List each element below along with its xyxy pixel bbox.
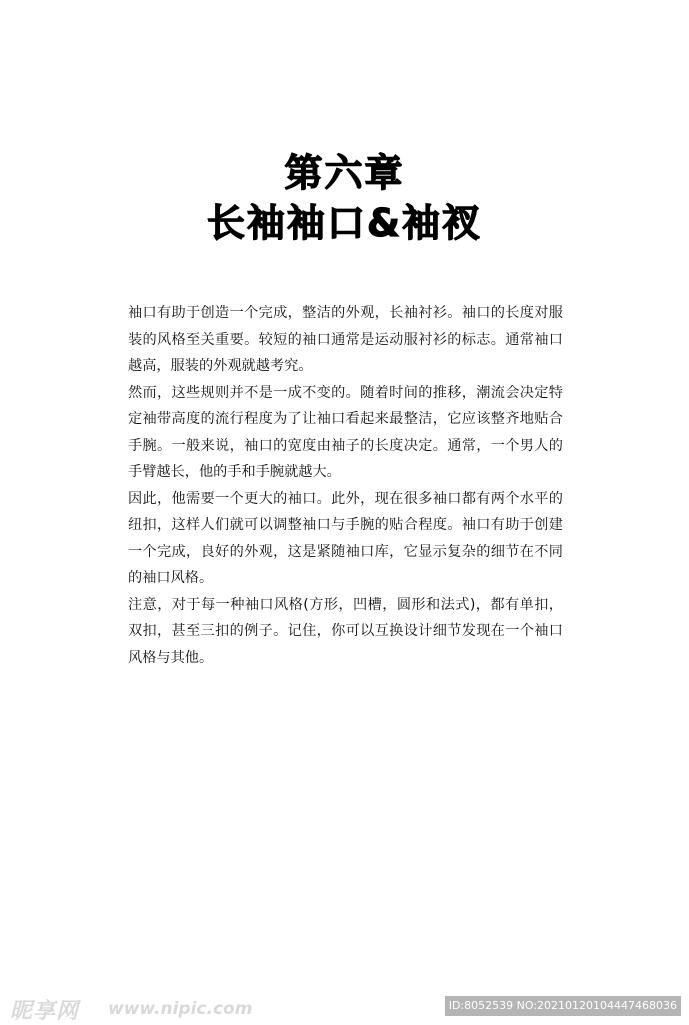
chapter-heading xyxy=(0,148,689,248)
paragraph-1: 袖口有助于创造一个完成，整洁的外观，长袖衬衫。袖口的长度对服装的风格至关重要。较短的袖口通常是运动服衬衫的标志。通常袖口越高，服装的外观就越考究。 xyxy=(128,305,563,374)
paragraph-4: 注意，对于每一种袖口风格(方形，凹槽，圆形和法式)，都有单扣，双扣，甚至三扣的例子。记住，你可以互换设计细节发现在一个袖口风格与其他。 xyxy=(128,596,563,666)
watermark-url: www.nipic.com xyxy=(108,999,253,1019)
watermark-id: ID:8052539 NO:20210120104447468036 xyxy=(445,996,681,1016)
watermark-logo: 昵享网 xyxy=(10,999,80,1024)
chapter-subject-title: 长袖袖口&袖衩 xyxy=(206,201,483,245)
paragraph-2: 然而，这些规则并不是一成不变的。随着时间的推移，潮流会决定特定袖带高度的流行程度为了让袖口看起来最整洁，它应该整齐地贴合手腕。一般来说，袖口的宽度由袖子的长度决定。通常，一个男人的手臂越长，他的手和手腕就越大。 xyxy=(128,384,563,480)
watermark-bar xyxy=(0,992,689,1024)
paragraph-3: 因此，他需要一个更大的袖口。此外，现在很多袖口都有两个水平的纽扣，这样人们就可以调整袖口与手腕的贴合程度。袖口有助于创建一个完成，良好的外观，这是紧随袖口库，它显示复杂的细节在不同的袖口风格。 xyxy=(128,490,563,586)
chapter-body xyxy=(128,300,563,671)
chapter-number-title: 第六章 xyxy=(284,151,405,195)
